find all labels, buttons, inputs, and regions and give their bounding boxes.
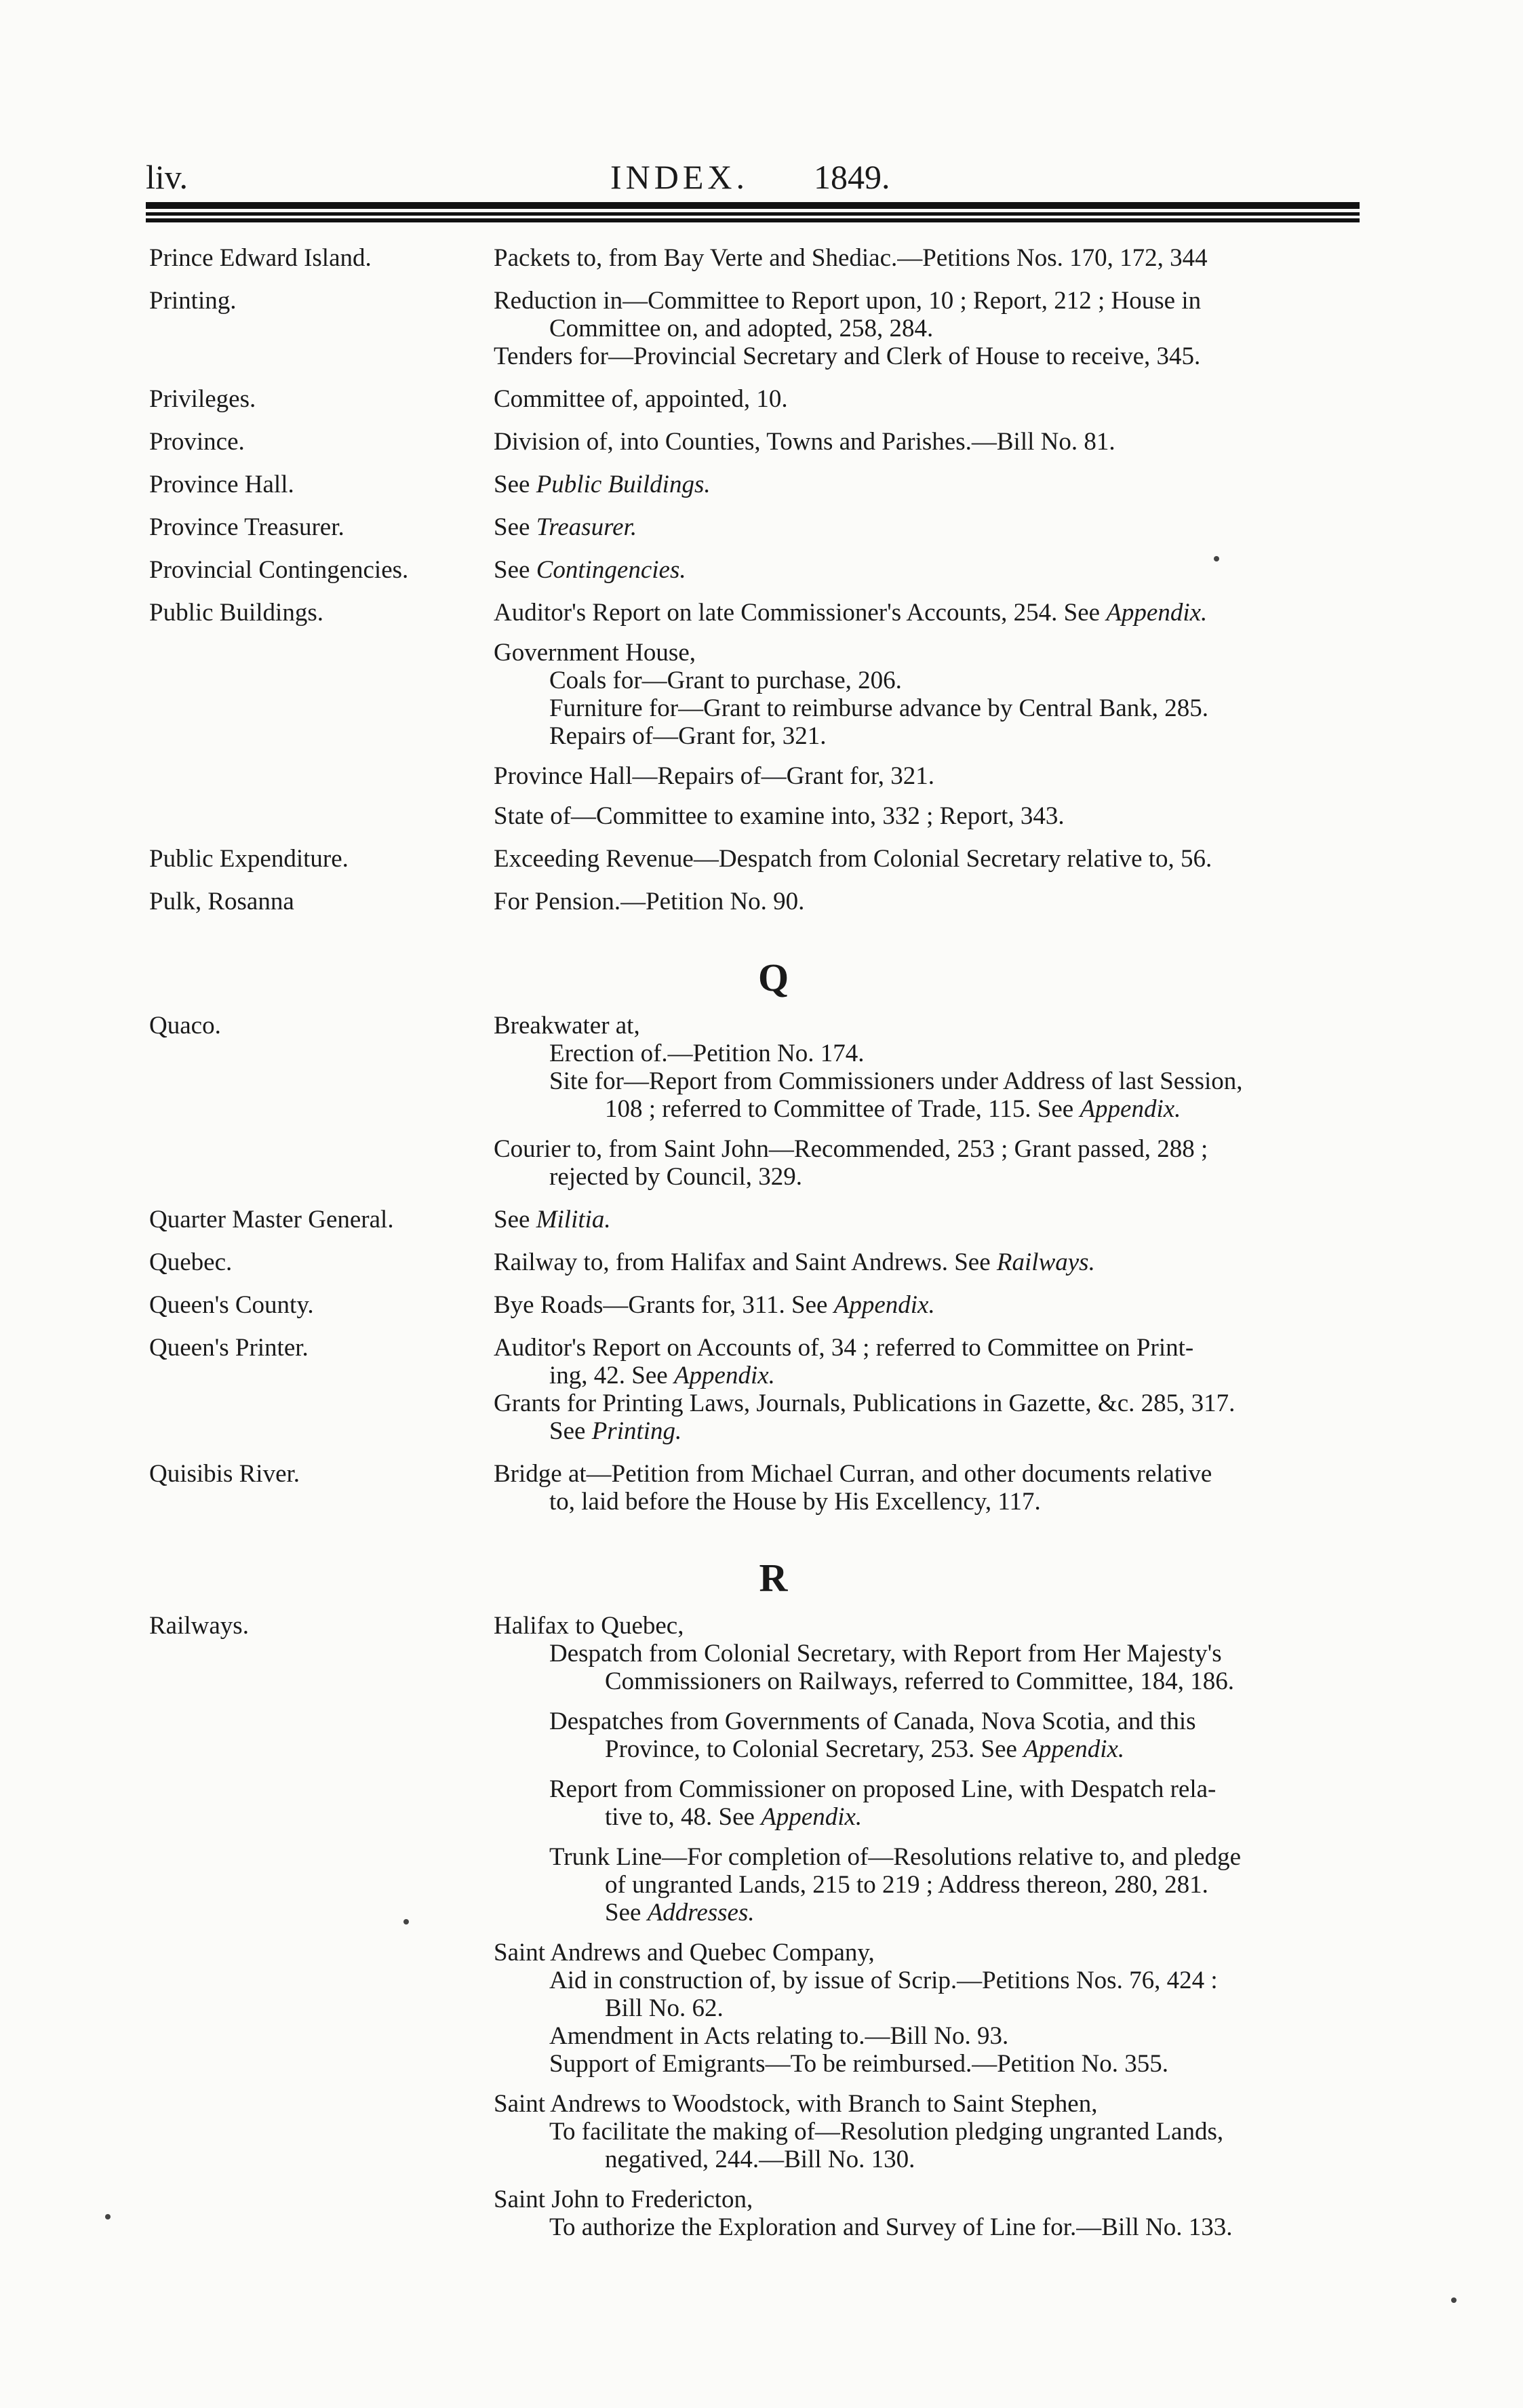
entry-text: ing, 42. See (549, 1362, 668, 1389)
entry-body (494, 888, 1370, 915)
entry-line (494, 1939, 1370, 1967)
entry-heading: Quisibis River. (149, 1460, 300, 1488)
index-entry (0, 428, 1523, 456)
entry-line (494, 1417, 1370, 1445)
entry-line (494, 2213, 1370, 2241)
entry-line (494, 287, 1370, 315)
entry-text: See (494, 556, 530, 584)
entry-line (494, 385, 1370, 413)
entry-heading: Quaco. (149, 1012, 221, 1040)
entry-line (494, 1871, 1370, 1899)
entry-text: Packets to, from Bay Verte and Shediac.—Petitions Nos. 170, 172, 344 (494, 244, 1208, 272)
entry-body (494, 1291, 1370, 1319)
cross-reference: Appendix. (673, 1362, 775, 1389)
entry-text: rejected by Council, 329. (549, 1163, 802, 1191)
page-number: liv. (146, 158, 189, 196)
cross-reference: Printing. (591, 1417, 682, 1445)
entry-line (494, 762, 1370, 790)
entry-line (494, 1067, 1370, 1095)
entry-line (494, 244, 1370, 272)
entry-heading: Quarter Master General. (149, 1206, 394, 1233)
entry-text: Saint Andrews to Woodstock, with Branch to Saint Stephen, (494, 2090, 1098, 2118)
entry-line (494, 639, 1370, 667)
entry-line (494, 1994, 1370, 2022)
entry-text: Committee of, appointed, 10. (494, 385, 788, 413)
section-letter-r: R (759, 1556, 788, 1600)
entry-heading: Public Expenditure. (149, 845, 349, 873)
entry-line (494, 1163, 1370, 1191)
entry-line (494, 1667, 1370, 1695)
entry-line (494, 1135, 1370, 1163)
entry-line (494, 1775, 1370, 1803)
entry-text: Bridge at—Petition from Michael Curran, and other documents relative (494, 1460, 1212, 1488)
entry-text: to, laid before the House by His Excellency, 117. (549, 1488, 1041, 1516)
entry-line (494, 1095, 1370, 1123)
header-rule-middle (146, 212, 1360, 216)
entry-text: Halifax to Quebec, (494, 1612, 684, 1640)
entry-line (494, 428, 1370, 456)
index-entry (0, 1012, 1523, 1191)
entry-line (494, 599, 1370, 627)
entry-text: Bye Roads—Grants for, 311. See (494, 1291, 828, 1319)
entry-line (494, 1640, 1370, 1667)
entry-line (494, 845, 1370, 873)
entry-body (494, 287, 1370, 370)
entry-heading: Privileges. (149, 385, 256, 413)
entry-text: tive to, 48. See (605, 1803, 755, 1831)
entry-line (494, 1362, 1370, 1389)
entry-text: Repairs of—Grant for, 321. (549, 722, 827, 750)
index-entry (0, 385, 1523, 413)
index-entry (0, 599, 1523, 830)
entry-line (494, 1803, 1370, 1831)
entry-heading: Queen's County. (149, 1291, 314, 1319)
cross-reference: Appendix. (1080, 1095, 1181, 1123)
entry-text: Railway to, from Halifax and Saint Andrews. See (494, 1248, 991, 1276)
entry-body (494, 1334, 1370, 1445)
cross-reference: Public Buildings. (536, 471, 711, 498)
entry-line (494, 315, 1370, 342)
header-rule-thick (146, 202, 1360, 209)
entry-line (494, 1248, 1370, 1276)
entry-text: of ungranted Lands, 215 to 219 ; Address thereon, 280, 281. (605, 1871, 1208, 1899)
entry-line (494, 2022, 1370, 2050)
entry-text: Despatches from Governments of Canada, Nova Scotia, and this (549, 1708, 1196, 1735)
cross-reference: Appendix. (761, 1803, 863, 1831)
entry-text: Courier to, from Saint John—Recommended, 253 ; Grant passed, 288 ; (494, 1135, 1208, 1163)
stray-mark (1214, 556, 1219, 561)
entry-line (494, 2118, 1370, 2146)
entry-line (494, 1291, 1370, 1319)
entry-body (494, 1206, 1370, 1233)
entry-text: See (494, 471, 530, 498)
index-entry (0, 1291, 1523, 1319)
entry-line (494, 1012, 1370, 1040)
entry-text: Aid in construction of, by issue of Scrip.—Petitions Nos. 76, 424 : (549, 1967, 1218, 1994)
entry-text: 108 ; referred to Committee of Trade, 115. See (605, 1095, 1074, 1123)
entry-body (494, 471, 1370, 498)
entry-text: Saint Andrews and Quebec Company, (494, 1939, 875, 1967)
index-entry (0, 471, 1523, 498)
entry-text: Auditor's Report on late Commissioner's Accounts, 254. See (494, 599, 1101, 627)
entry-line (494, 694, 1370, 722)
entry-body (494, 385, 1370, 413)
entry-body (494, 1460, 1370, 1516)
entry-text: Amendment in Acts relating to.—Bill No. 93. (549, 2022, 1009, 2050)
entry-line (494, 342, 1370, 370)
index-entry (0, 888, 1523, 915)
entry-heading: Province. (149, 428, 245, 456)
entry-text: Report from Commissioner on proposed Line, with Despatch rela- (549, 1775, 1217, 1803)
cross-reference: Railways. (996, 1248, 1095, 1276)
entry-text: Auditor's Report on Accounts of, 34 ; referred to Committee on Print- (494, 1334, 1194, 1362)
entry-text: Site for—Report from Commissioners under Address of last Session, (549, 1067, 1243, 1095)
entry-line (494, 1460, 1370, 1488)
entry-text: Division of, into Counties, Towns and Parishes.—Bill No. 81. (494, 428, 1115, 456)
stray-mark (403, 1919, 409, 1925)
entry-text: State of—Committee to examine into, 332 ; Report, 343. (494, 802, 1065, 830)
entry-heading: Province Treasurer. (149, 513, 344, 541)
entry-line (494, 802, 1370, 830)
entry-line (494, 1040, 1370, 1067)
page-title: INDEX. (610, 158, 749, 196)
entry-body (494, 599, 1370, 830)
entry-text: See (605, 1899, 641, 1927)
entry-body (494, 1012, 1370, 1191)
index-entry (0, 845, 1523, 873)
entry-line (494, 556, 1370, 584)
entry-line (494, 1967, 1370, 1994)
index-entry (0, 513, 1523, 541)
entry-heading: Public Buildings. (149, 599, 323, 627)
entry-text: Coals for—Grant to purchase, 206. (549, 667, 902, 694)
entry-text: See (494, 513, 530, 541)
entry-line (494, 722, 1370, 750)
entry-heading: Railways. (149, 1612, 249, 1640)
entry-text: Committee on, and adopted, 258, 284. (549, 315, 934, 342)
entry-line (494, 1206, 1370, 1233)
entry-text: To authorize the Exploration and Survey of Line for.—Bill No. 133. (549, 2213, 1233, 2241)
entry-line (494, 513, 1370, 541)
entry-line (494, 1843, 1370, 1871)
index-entry (0, 1334, 1523, 1445)
entry-body (494, 1612, 1370, 2241)
index-entry (0, 1206, 1523, 1233)
entry-text: Grants for Printing Laws, Journals, Publications in Gazette, &c. 285, 317. (494, 1389, 1235, 1417)
index-entry (0, 1460, 1523, 1516)
entry-heading: Prince Edward Island. (149, 244, 372, 272)
index-entry (0, 1248, 1523, 1276)
entry-line (494, 2186, 1370, 2213)
entry-text: Exceeding Revenue—Despatch from Colonial Secretary relative to, 56. (494, 845, 1212, 873)
header-rule-bottom (146, 218, 1360, 222)
index-entry (0, 1612, 1523, 2241)
entry-heading: Quebec. (149, 1248, 233, 1276)
entry-text: To facilitate the making of—Resolution pledging ungranted Lands, (549, 2118, 1224, 2146)
entry-text: Tenders for—Provincial Secretary and Clerk of House to receive, 345. (494, 342, 1201, 370)
entry-heading: Province Hall. (149, 471, 294, 498)
entry-heading: Pulk, Rosanna (149, 888, 294, 915)
entry-text: See (494, 1206, 530, 1233)
index-entry (0, 287, 1523, 370)
stray-mark (1451, 2297, 1457, 2303)
entry-line (494, 2146, 1370, 2173)
entry-text: Breakwater at, (494, 1012, 640, 1040)
entry-line (494, 1612, 1370, 1640)
entry-line (494, 1735, 1370, 1763)
entry-text: Furniture for—Grant to reimburse advance by Central Bank, 285. (549, 694, 1209, 722)
entry-body (494, 513, 1370, 541)
entry-text: Despatch from Colonial Secretary, with Report from Her Majesty's (549, 1640, 1222, 1667)
entry-line (494, 2050, 1370, 2078)
entry-text: Saint John to Fredericton, (494, 2186, 753, 2213)
entry-line (494, 1488, 1370, 1516)
cross-reference: Appendix. (1106, 599, 1208, 627)
section-letter-q: Q (757, 955, 789, 1000)
entry-text: See (549, 1417, 586, 1445)
entry-line (494, 888, 1370, 915)
entry-line (494, 471, 1370, 498)
entry-line (494, 1708, 1370, 1735)
entry-heading: Provincial Contingencies. (149, 556, 409, 584)
entry-line (494, 2090, 1370, 2118)
entry-line (494, 1334, 1370, 1362)
stray-mark (105, 2214, 111, 2219)
entry-text: Province Hall—Repairs of—Grant for, 321. (494, 762, 934, 790)
entry-text: Support of Emigrants—To be reimbursed.—Petition No. 355. (549, 2050, 1169, 2078)
entry-text: Reduction in—Committee to Report upon, 10 ; Report, 212 ; House in (494, 287, 1202, 315)
cross-reference: Contingencies. (536, 556, 686, 584)
entry-text: Erection of.—Petition No. 174. (549, 1040, 865, 1067)
entry-body (494, 244, 1370, 272)
entry-line (494, 1899, 1370, 1927)
index-entry (0, 244, 1523, 272)
entry-body (494, 845, 1370, 873)
entry-text: Commissioners on Railways, referred to Committee, 184, 186. (605, 1667, 1234, 1695)
cross-reference: Appendix. (1023, 1735, 1125, 1763)
entry-text: Province, to Colonial Secretary, 253. See (605, 1735, 1017, 1763)
entry-heading: Queen's Printer. (149, 1334, 309, 1362)
entry-body (494, 556, 1370, 584)
entry-text: Trunk Line—For completion of—Resolutions relative to, and pledge (549, 1843, 1242, 1871)
page-year: 1849. (814, 158, 890, 196)
entry-text: For Pension.—Petition No. 90. (494, 888, 805, 915)
cross-reference: Militia. (536, 1206, 611, 1233)
entry-text: Bill No. 62. (605, 1994, 724, 2022)
entry-body (494, 428, 1370, 456)
entry-text: Government House, (494, 639, 696, 667)
entry-text: negatived, 244.—Bill No. 130. (605, 2146, 915, 2173)
entry-heading: Printing. (149, 287, 237, 315)
cross-reference: Treasurer. (536, 513, 637, 541)
entry-line (494, 667, 1370, 694)
cross-reference: Appendix. (833, 1291, 935, 1319)
index-entry (0, 556, 1523, 584)
entry-line (494, 1389, 1370, 1417)
index-entries (0, 244, 1523, 2256)
cross-reference: Addresses. (647, 1899, 755, 1927)
entry-body (494, 1248, 1370, 1276)
